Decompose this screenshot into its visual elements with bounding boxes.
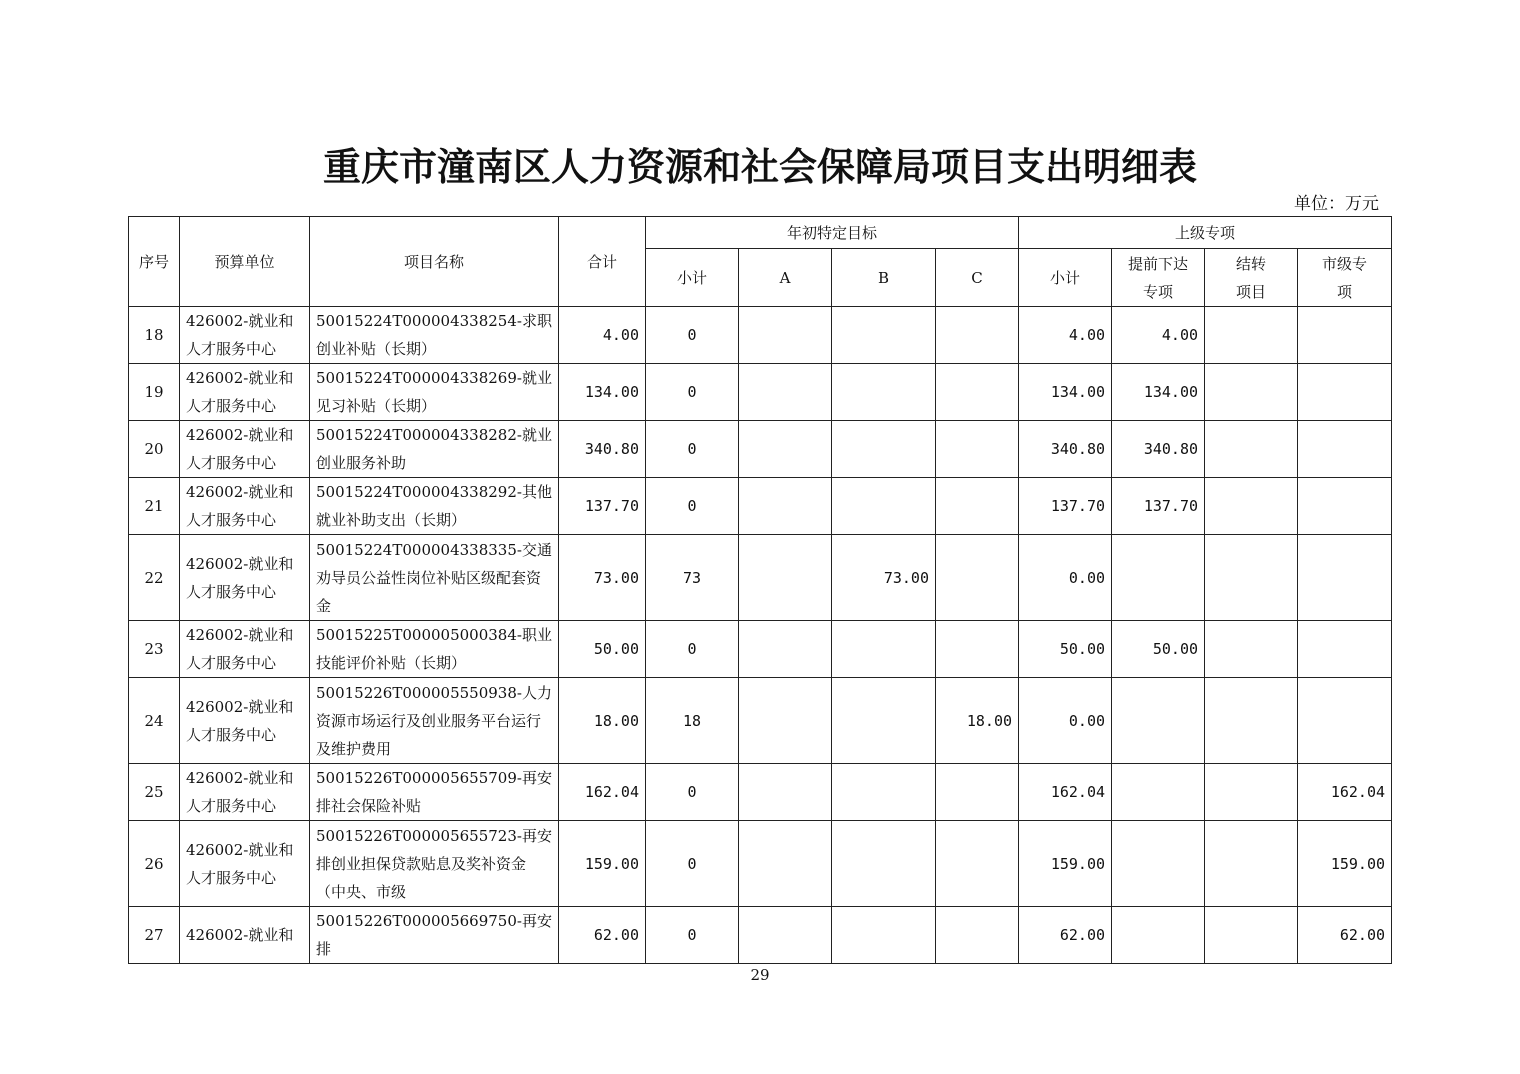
cell-b-advance: 134.00 xyxy=(1112,364,1205,421)
cell-unit: 426002-就业和人才服务中心 xyxy=(180,678,310,764)
cell-a-subtotal: 0 xyxy=(646,764,739,821)
cell-total: 62.00 xyxy=(559,907,646,964)
cell-b-city: 162.04 xyxy=(1298,764,1392,821)
cell-b-subtotal: 0.00 xyxy=(1019,678,1112,764)
cell-unit: 426002-就业和人才服务中心 xyxy=(180,421,310,478)
cell-b-subtotal: 50.00 xyxy=(1019,621,1112,678)
cell-seq: 19 xyxy=(129,364,180,421)
cell-b-city xyxy=(1298,421,1392,478)
cell-b-advance xyxy=(1112,764,1205,821)
cell-b-advance xyxy=(1112,535,1205,621)
cell-unit: 426002-就业和人才服务中心 xyxy=(180,621,310,678)
cell-b-subtotal: 137.70 xyxy=(1019,478,1112,535)
table-row xyxy=(129,821,1392,907)
cell-unit: 426002-就业和人才服务中心 xyxy=(180,364,310,421)
header-b-advance: 提前下达专项 xyxy=(1112,249,1205,307)
cell-seq: 23 xyxy=(129,621,180,678)
cell-a-B xyxy=(832,907,936,964)
cell-a-C xyxy=(936,478,1019,535)
cell-a-subtotal: 0 xyxy=(646,364,739,421)
cell-b-subtotal: 4.00 xyxy=(1019,307,1112,364)
cell-project: 50015226T000005550938-人力资源市场运行及创业服务平台运行及维护费用 xyxy=(310,678,559,764)
cell-b-advance: 50.00 xyxy=(1112,621,1205,678)
table-row xyxy=(129,421,1392,478)
header-project: 项目名称 xyxy=(310,217,559,307)
cell-a-A xyxy=(739,478,832,535)
cell-a-A xyxy=(739,678,832,764)
cell-total: 162.04 xyxy=(559,764,646,821)
cell-total: 134.00 xyxy=(559,364,646,421)
cell-total: 50.00 xyxy=(559,621,646,678)
header-a-B: B xyxy=(832,249,936,307)
header-b-carryover: 结转项目 xyxy=(1205,249,1298,307)
cell-project: 50015226T000005669750-再安排 xyxy=(310,907,559,964)
cell-total: 340.80 xyxy=(559,421,646,478)
cell-unit: 426002-就业和人才服务中心 xyxy=(180,764,310,821)
cell-project: 50015226T000005655723-再安排创业担保贷款贴息及奖补资金（中央、市级 xyxy=(310,821,559,907)
table-row xyxy=(129,678,1392,764)
cell-a-B xyxy=(832,821,936,907)
cell-seq: 20 xyxy=(129,421,180,478)
cell-project: 50015225T000005000384-职业技能评价补贴（长期） xyxy=(310,621,559,678)
cell-project: 50015226T000005655709-再安排社会保险补贴 xyxy=(310,764,559,821)
cell-a-A xyxy=(739,307,832,364)
cell-b-city xyxy=(1298,535,1392,621)
cell-b-carryover xyxy=(1205,764,1298,821)
header-unit: 预算单位 xyxy=(180,217,310,307)
cell-b-advance xyxy=(1112,907,1205,964)
cell-total: 18.00 xyxy=(559,678,646,764)
cell-a-B: 73.00 xyxy=(832,535,936,621)
cell-a-B xyxy=(832,307,936,364)
cell-seq: 25 xyxy=(129,764,180,821)
table-row xyxy=(129,907,1392,964)
cell-b-advance: 340.80 xyxy=(1112,421,1205,478)
cell-a-A xyxy=(739,821,832,907)
cell-b-carryover xyxy=(1205,621,1298,678)
cell-project: 50015224T000004338335-交通劝导员公益性岗位补贴区级配套资金 xyxy=(310,535,559,621)
cell-b-city: 62.00 xyxy=(1298,907,1392,964)
cell-b-carryover xyxy=(1205,307,1298,364)
cell-b-city xyxy=(1298,478,1392,535)
table-row xyxy=(129,621,1392,678)
cell-a-A xyxy=(739,364,832,421)
table-row xyxy=(129,535,1392,621)
cell-a-subtotal: 0 xyxy=(646,621,739,678)
cell-b-carryover xyxy=(1205,478,1298,535)
cell-a-B xyxy=(832,364,936,421)
cell-a-C xyxy=(936,621,1019,678)
page-title: 重庆市潼南区人力资源和社会保障局项目支出明细表 xyxy=(322,145,1197,189)
cell-a-C: 18.00 xyxy=(936,678,1019,764)
cell-a-subtotal: 0 xyxy=(646,821,739,907)
cell-seq: 21 xyxy=(129,478,180,535)
cell-project: 50015224T000004338282-就业创业服务补助 xyxy=(310,421,559,478)
cell-a-subtotal: 0 xyxy=(646,421,739,478)
cell-unit: 426002-就业和人才服务中心 xyxy=(180,478,310,535)
cell-seq: 22 xyxy=(129,535,180,621)
cell-a-C xyxy=(936,535,1019,621)
cell-project: 50015224T000004338269-就业见习补贴（长期） xyxy=(310,364,559,421)
cell-a-A xyxy=(739,621,832,678)
cell-b-subtotal: 159.00 xyxy=(1019,821,1112,907)
cell-b-carryover xyxy=(1205,678,1298,764)
cell-a-subtotal: 18 xyxy=(646,678,739,764)
cell-b-carryover xyxy=(1205,907,1298,964)
cell-unit: 426002-就业和人才服务中心 xyxy=(180,535,310,621)
cell-a-subtotal: 0 xyxy=(646,907,739,964)
cell-seq: 26 xyxy=(129,821,180,907)
cell-b-advance xyxy=(1112,821,1205,907)
cell-b-carryover xyxy=(1205,821,1298,907)
cell-b-carryover xyxy=(1205,421,1298,478)
cell-total: 159.00 xyxy=(559,821,646,907)
header-seq: 序号 xyxy=(129,217,180,307)
page-number: 29 xyxy=(750,966,770,984)
cell-a-subtotal: 73 xyxy=(646,535,739,621)
unit-label: 单位：万元 xyxy=(1294,194,1379,214)
cell-b-subtotal: 0.00 xyxy=(1019,535,1112,621)
cell-a-B xyxy=(832,764,936,821)
cell-a-subtotal: 0 xyxy=(646,307,739,364)
cell-a-C xyxy=(936,764,1019,821)
cell-a-C xyxy=(936,307,1019,364)
cell-seq: 24 xyxy=(129,678,180,764)
cell-a-B xyxy=(832,621,936,678)
header-group-initial-targets: 年初特定目标 xyxy=(646,217,1019,249)
cell-b-subtotal: 162.04 xyxy=(1019,764,1112,821)
header-a-A: A xyxy=(739,249,832,307)
cell-b-city xyxy=(1298,678,1392,764)
cell-total: 4.00 xyxy=(559,307,646,364)
cell-b-advance: 137.70 xyxy=(1112,478,1205,535)
cell-b-carryover xyxy=(1205,535,1298,621)
cell-seq: 18 xyxy=(129,307,180,364)
cell-unit: 426002-就业和人才服务中心 xyxy=(180,821,310,907)
table-row xyxy=(129,307,1392,364)
header-b-subtotal: 小计 xyxy=(1019,249,1112,307)
cell-b-subtotal: 340.80 xyxy=(1019,421,1112,478)
cell-total: 137.70 xyxy=(559,478,646,535)
header-b-city: 市级专项 xyxy=(1298,249,1392,307)
cell-unit: 426002-就业和人才服务中心 xyxy=(180,307,310,364)
cell-a-B xyxy=(832,478,936,535)
cell-a-A xyxy=(739,907,832,964)
cell-a-C xyxy=(936,364,1019,421)
cell-b-city xyxy=(1298,621,1392,678)
expenditure-table xyxy=(128,216,1392,964)
cell-b-advance xyxy=(1112,678,1205,764)
cell-b-subtotal: 134.00 xyxy=(1019,364,1112,421)
header-a-C: C xyxy=(936,249,1019,307)
cell-a-A xyxy=(739,764,832,821)
table-row xyxy=(129,764,1392,821)
table-row xyxy=(129,364,1392,421)
cell-b-carryover xyxy=(1205,364,1298,421)
cell-a-C xyxy=(936,907,1019,964)
table-row xyxy=(129,478,1392,535)
header-total: 合计 xyxy=(559,217,646,307)
cell-a-A xyxy=(739,421,832,478)
cell-b-advance: 4.00 xyxy=(1112,307,1205,364)
cell-a-A xyxy=(739,535,832,621)
cell-b-subtotal: 62.00 xyxy=(1019,907,1112,964)
cell-a-C xyxy=(936,821,1019,907)
cell-project: 50015224T000004338292-其他就业补助支出（长期） xyxy=(310,478,559,535)
header-group-superior-special: 上级专项 xyxy=(1019,217,1392,249)
cell-a-B xyxy=(832,421,936,478)
cell-a-subtotal: 0 xyxy=(646,478,739,535)
cell-b-city: 159.00 xyxy=(1298,821,1392,907)
cell-b-city xyxy=(1298,364,1392,421)
cell-total: 73.00 xyxy=(559,535,646,621)
cell-seq: 27 xyxy=(129,907,180,964)
cell-a-B xyxy=(832,678,936,764)
cell-b-city xyxy=(1298,307,1392,364)
cell-a-C xyxy=(936,421,1019,478)
header-a-subtotal: 小计 xyxy=(646,249,739,307)
cell-unit: 426002-就业和 xyxy=(180,907,310,964)
cell-project: 50015224T000004338254-求职创业补贴（长期） xyxy=(310,307,559,364)
